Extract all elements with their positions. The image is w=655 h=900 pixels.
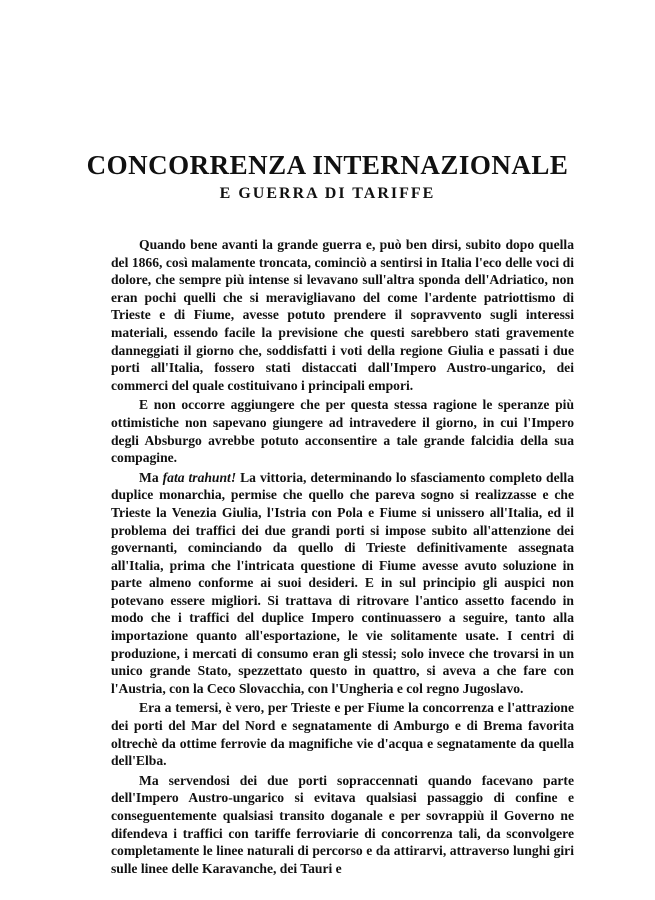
- paragraph-3-text: La vittoria, determinando lo sfasciamento completo della duplice monarchia, permise che quello che pareva sogno si realizzasse e che Trieste la Venezia Giulia, l'Istria con Pola e Fiume si unissero all'Italia, ed il problema dei traffici dei due grandi porti si impose subito all'attenzione dei governanti, cominciando da quello di Trieste definitivamente assegnata all'Italia, prima che l'intricata questione di Fiume avesse avuto soluzione in parte almeno conforme ai suoi desideri. E in sul principio gli auspici non potevano essere migliori. Si trattava di ritrovare l'antico assetto facendo in modo che i traffici del duplice Impero continuassero a seguire, tanto alla importazione quanto all'esportazione, le vie solitamente usate. I centri di produzione, i mercati di consumo eran gli stessi; solo invece che trovarsi in un unico grande Stato, spezzettato questo in quattro, si aveva a che fare con l'Austria, con la Ceco Slovacchia, con l'Ungheria e col regno Jugoslavo.: [111, 469, 574, 696]
- paragraph-3-lead: Ma: [139, 469, 163, 485]
- body-text: [111, 236, 574, 879]
- paragraph-2: E non occorre aggiungere che per questa stessa ragione le speranze più ottimistiche non sapevano giungere ad intravedere il giorno, in cui l'Impero degli Absburgo avrebbe potuto acconsentire a tale grande falcidia della sua compagine.: [111, 397, 574, 466]
- paragraph-3: [111, 469, 574, 698]
- paragraph-5: Ma servendosi dei due porti sopraccennati quando facevano parte dell'Impero Austro-ungarico si evitava qualsiasi passaggio di confine e conseguentemente qualsiasi transito doganale e per sovrappiù il Governo ne difendeva i traffici con tariffe ferroviarie di concorrenza tali, da sconvolgere completamente le linee naturali di percorso e da attirarvi, attraverso lunghi giri sulle linee delle Karavanche, dei Tauri e: [111, 772, 574, 876]
- page-subtitle: E GUERRA DI TARIFFE: [219, 185, 436, 202]
- paragraph-1: Quando bene avanti la grande guerra e, può ben dirsi, subito dopo quella del 1866, così malamente troncata, cominciò a sentirsi in Italia l'eco delle voci di dolore, che sempre più intense si levavano sull'altra sponda dell'Adriatico, non eran pochi quelli che si meravigliavano del come l'ardente patriottismo di Trieste e di Fiume, avesse potuto prendere il sopravvento sugli interessi materiali, essendo facile la previsione che questi sarebbero stati gravemente danneggiati il giorno che, soddisfatti i voti della regione Giulia e passati i due porti all'Italia, fossero stati distaccati dall'Impero Austro-ungarico, dei commerci del quale costituivano i principali empori.: [111, 237, 574, 393]
- paragraph-4: Era a temersi, è vero, per Trieste e per Fiume la concorrenza e l'attrazione dei porti del Mar del Nord e segnatamente di Amburgo e di Brema favorita oltrechè da ottime ferrovie da magnifiche vie d'acqua e segnatamente da quella dell'Elba.: [111, 700, 574, 769]
- page-title: CONCORRENZA INTERNAZIONALE: [86, 150, 569, 180]
- paragraph-3-italic: fata trahunt!: [162, 469, 237, 485]
